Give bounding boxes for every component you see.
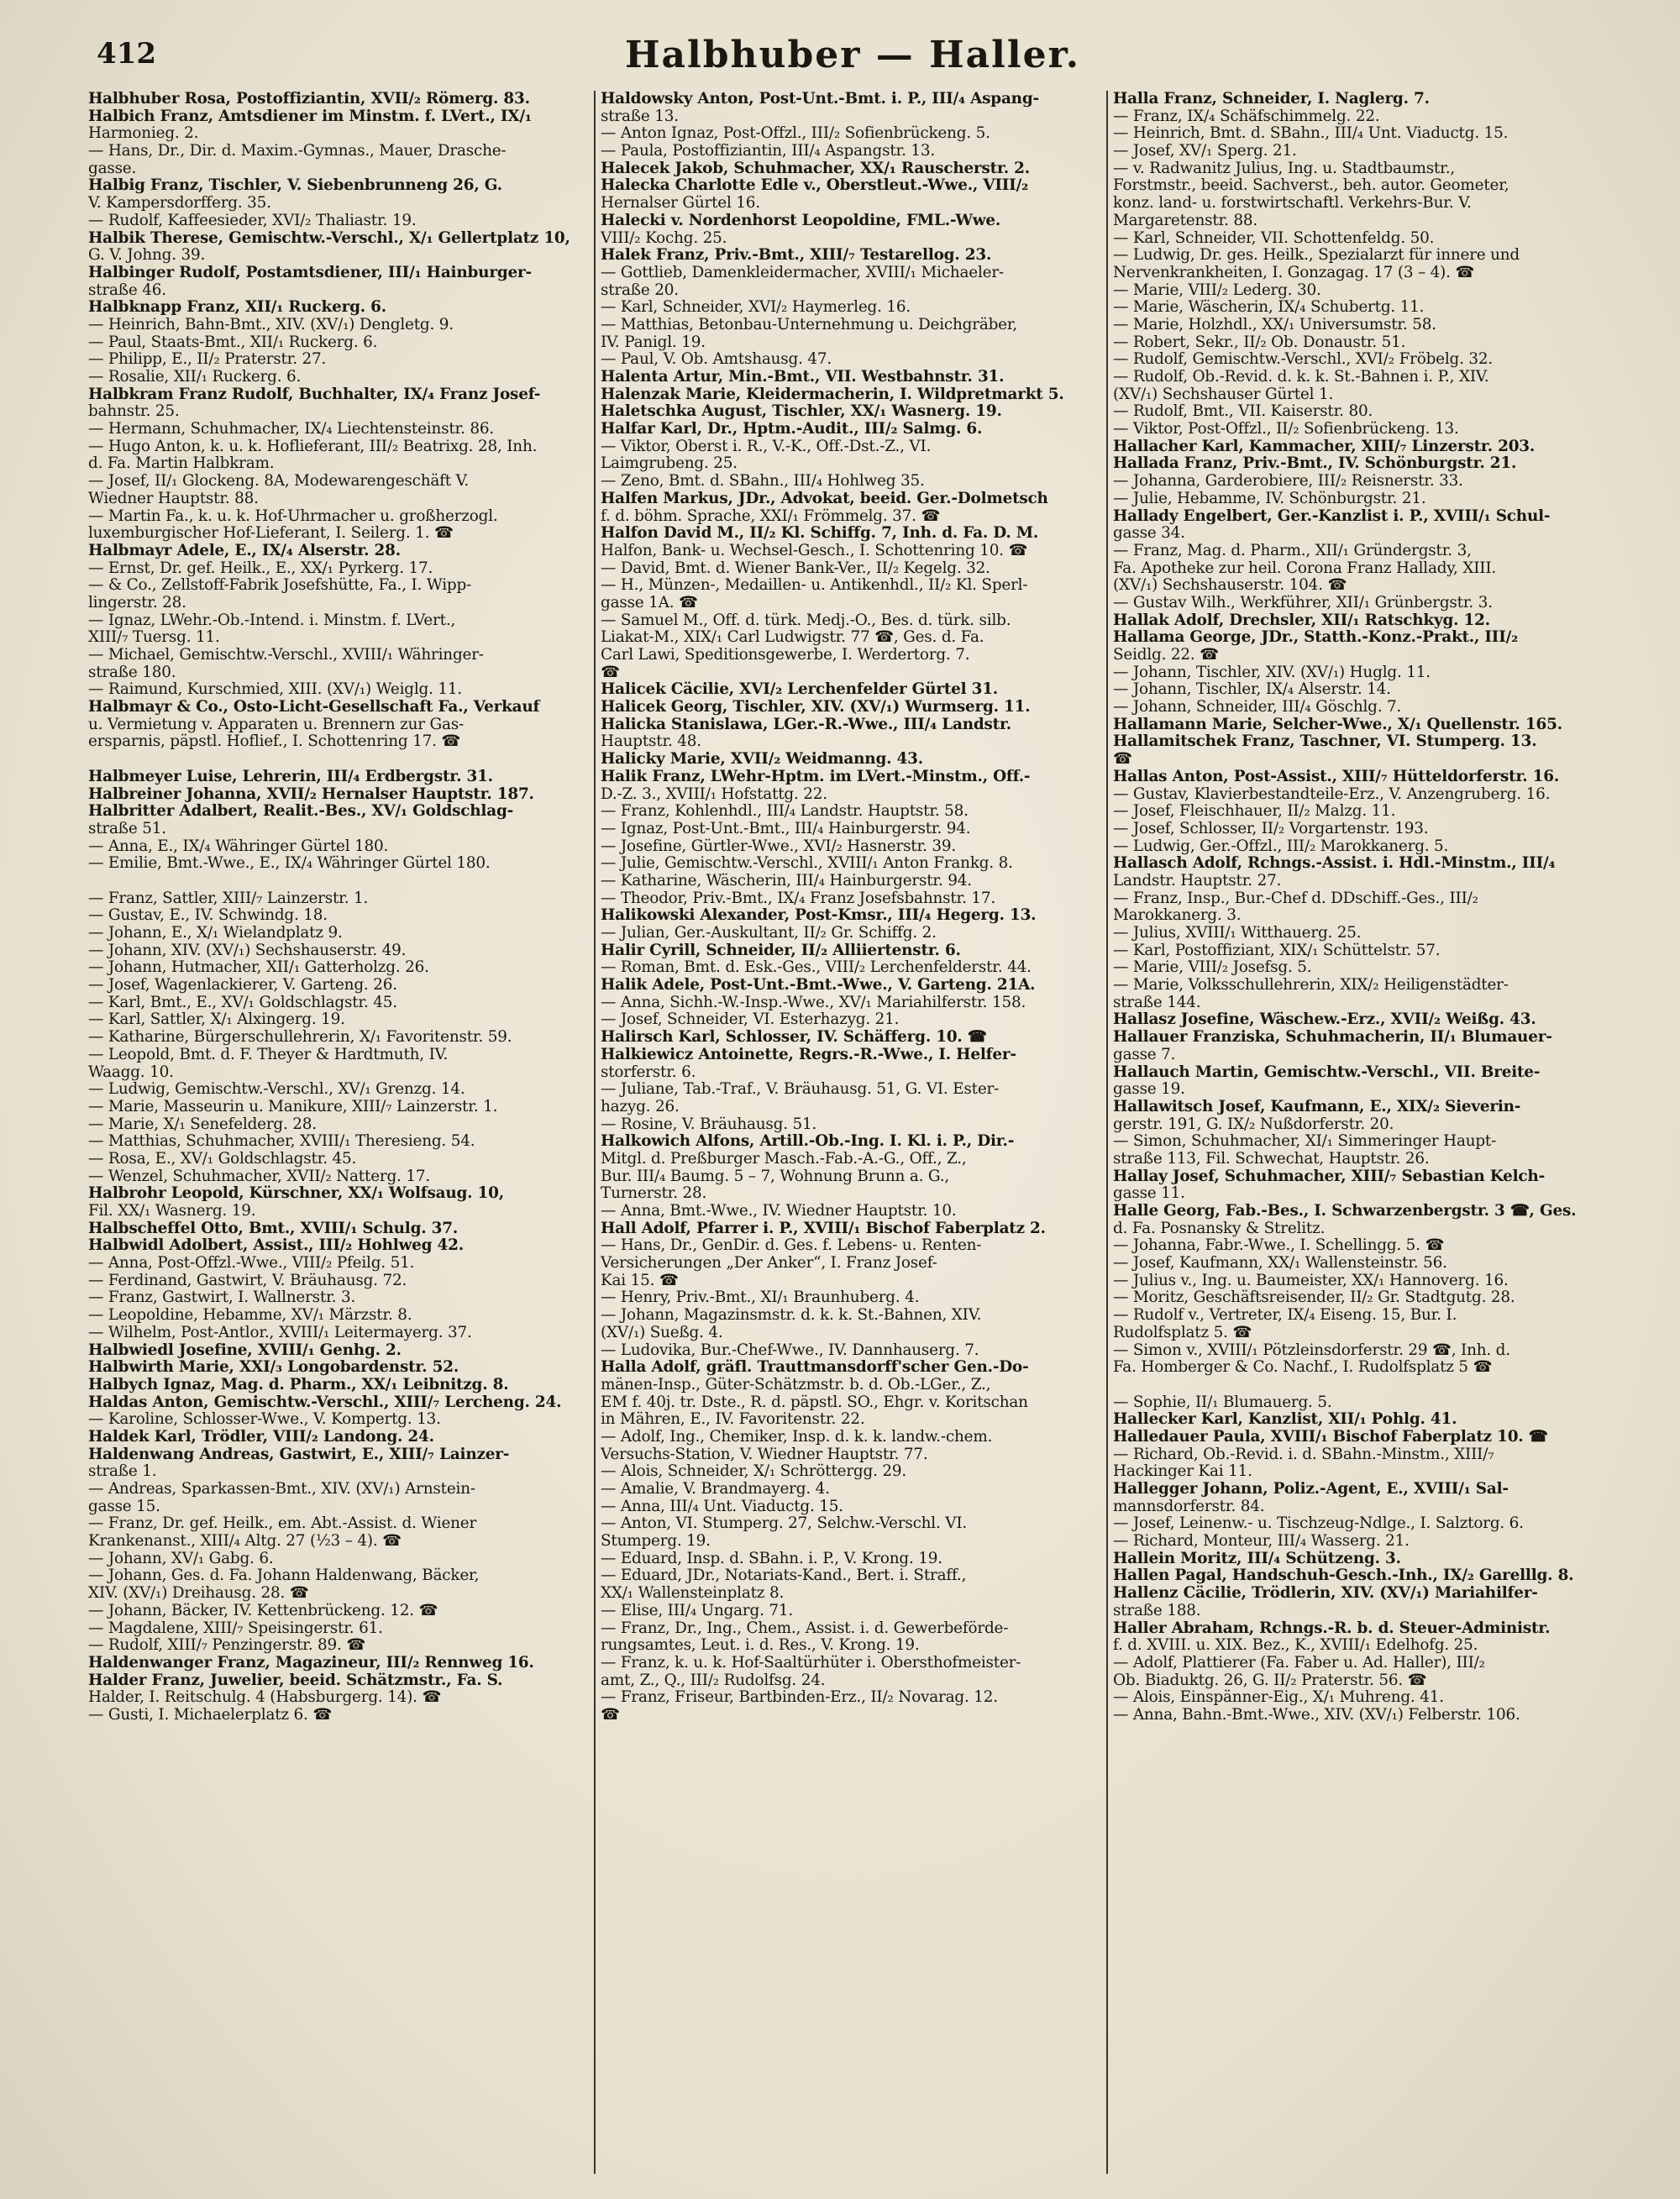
directory-entry-line: — Simon, Schuhmacher, XI/₁ Simmeringer Haupt- — [1113, 1133, 1497, 1151]
directory-entry-heading: Halledauer Paula, XVIII/₁ Bischof Faberplatz 10. ☎ — [1113, 1428, 1548, 1446]
directory-entry-line — [1113, 1377, 1617, 1394]
directory-entry-line: Turnerstr. 28. — [601, 1185, 707, 1203]
directory-entry-line: — Richard, Monteur, III/₄ Wasserg. 21. — [1113, 1533, 1410, 1551]
directory-entry-line: — Hugo Anton, k. u. k. Hoflieferant, III/₂ Beatrixg. 28, Inh. — [88, 438, 538, 455]
directory-entry-line: Landstr. Hauptstr. 27. — [1113, 872, 1282, 890]
directory-entry-line: — Julius, XVIII/₁ Witthauerg. 25. — [1113, 925, 1362, 942]
directory-entry-line: — Karl, Postoffiziant, XIX/₁ Schüttelstr. 57. — [1113, 942, 1441, 959]
directory-entry-line: — Julie, Hebamme, IV. Schönburgstr. 21. — [1113, 490, 1426, 507]
directory-entry-line: — Marie, VIII/₂ Lederg. 30. — [1113, 281, 1321, 299]
directory-entry-line: Rudolfsplatz 5. ☎ — [1113, 1324, 1252, 1341]
directory-entry-line: Ob. Biaduktg. 26, G. II/₂ Praterstr. 56. ☎ — [1113, 1672, 1427, 1689]
directory-entry-line: bahnstr. 25. — [88, 403, 180, 421]
directory-entry-line: — Paula, Postoffiziantin, III/₄ Aspangstr. 13. — [601, 143, 936, 160]
directory-entry-heading: Halbmayr & Co., Osto-Licht-Gesellschaft Fa., Verkauf — [88, 699, 540, 716]
directory-entry-line: straße 51. — [88, 820, 166, 837]
directory-entry-heading: Halek Franz, Priv.-Bmt., XIII/₇ Testarellog. 23. — [601, 247, 992, 265]
directory-entry-line: Krankenanst., XIII/₄ Altg. 27 (½3 – 4). ☎ — [88, 1533, 402, 1551]
directory-entry-line: amt, Z., Q., III/₂ Rudolfsg. 24. — [601, 1672, 826, 1689]
directory-entry-line: — Katharine, Bürgerschullehrerin, X/₁ Favoritenstr. 59. — [88, 1029, 512, 1047]
directory-entry-heading: Halir Cyrill, Schneider, II/₂ Alliiertenstr. 6. — [601, 942, 961, 959]
directory-entry-line: — Johanna, Fabr.-Wwe., I. Schellingg. 5. ☎ — [1113, 1237, 1445, 1255]
directory-entry-line: — Hermann, Schuhmacher, IX/₄ Liechtensteinstr. 86. — [88, 421, 495, 438]
directory-entry-heading: Hallauch Martin, Gemischtw.-Verschl., VII. Breite- — [1113, 1063, 1541, 1081]
directory-entry-line: — Philipp, E., II/₂ Praterstr. 27. — [88, 351, 327, 369]
directory-entry-line: Harmonieg. 2. — [88, 125, 199, 143]
directory-entry-line: — Josef, Schlosser, II/₂ Vorgartenstr. 193. — [1113, 820, 1429, 837]
column-divider — [1106, 91, 1108, 2174]
directory-entry-heading: Halbritter Adalbert, Realit.-Bes., XV/₁ Goldschlag- — [88, 803, 514, 821]
directory-entry-heading: Halikowski Alexander, Post-Kmsr., III/₄ Hegerg. 13. — [601, 907, 1037, 925]
directory-entry-line: — Eduard, JDr., Notariats-Kand., Bert. i. Straff., — [601, 1567, 967, 1585]
directory-entry-line: — Heinrich, Bahn-Bmt., XIV. (XV/₁) Dengletg. 9. — [88, 316, 454, 333]
directory-entry-line: — Gottlieb, Damenkleidermacher, XVIII/₁ Michaeler- — [601, 264, 1004, 281]
directory-entry-line: Hernalser Gürtel 16. — [601, 195, 760, 213]
directory-entry-heading: Hallada Franz, Priv.-Bmt., IV. Schönburgstr. 21. — [1113, 455, 1517, 473]
directory-entry-heading: Halbmayr Adele, E., IX/₄ Alserstr. 28. — [88, 542, 401, 559]
directory-entry-line: hazyg. 26. — [601, 1098, 680, 1115]
directory-entry-line: — Marie, VIII/₂ Josefsg. 5. — [1113, 959, 1312, 977]
directory-entry-line: IV. Panigl. 19. — [601, 333, 706, 351]
directory-entry-line: — Anna, E., IX/₄ Währinger Gürtel 180. — [88, 837, 389, 855]
directory-entry-heading: Hallak Adolf, Drechsler, XII/₁ Ratschkyg. 12. — [1113, 611, 1490, 629]
directory-entry-line: — Martin Fa., k. u. k. Hof-Uhrmacher u. großherzogl. — [88, 507, 498, 525]
directory-entry-line: — Anton Ignaz, Post-Offzl., III/₂ Sofienbrückeng. 5. — [601, 125, 990, 143]
directory-entry-line: — Wilhelm, Post-Antlor., XVIII/₁ Leitermayerg. 37. — [88, 1324, 472, 1341]
directory-entry-line: — Karl, Schneider, XVI/₂ Haymerleg. 16. — [601, 299, 911, 317]
directory-entry-heading: Halkowich Alfons, Artill.-Ob.-Ing. I. Kl. i. P., Dir.- — [601, 1133, 1015, 1151]
directory-entry-line: — Wenzel, Schuhmacher, XVII/₂ Natterg. 17. — [88, 1168, 430, 1185]
directory-entry-line: Kai 15. ☎ — [601, 1272, 679, 1289]
directory-entry-line: — H., Münzen-, Medaillen- u. Antikenhdl., II/₂ Kl. Sperl- — [601, 577, 1028, 595]
directory-entry-line: lingerstr. 28. — [88, 594, 186, 611]
directory-entry-heading: Halbig Franz, Tischler, V. Siebenbrunneng 26, G. — [88, 177, 502, 195]
directory-entry-line: (XV/₁) Sechshauserstr. 104. ☎ — [1113, 577, 1347, 595]
directory-entry-heading: Halecka Charlotte Edle v., Oberstleut.-Wwe., VIII/₂ — [601, 177, 1028, 195]
directory-entry-line: XIV. (XV/₁) Dreihausg. 28. ☎ — [88, 1585, 309, 1603]
directory-entry-line: — Johanna, Garderobiere, III/₂ Reisnerstr. 33. — [1113, 473, 1463, 491]
directory-entry-line: Margaretenstr. 88. — [1113, 212, 1258, 229]
directory-entry-line: — Leopold, Bmt. d. F. Theyer & Hardtmuth, IV. — [88, 1046, 449, 1063]
directory-entry-heading: Hallas Anton, Post-Assist., XIII/₇ Hütteldorferstr. 16. — [1113, 768, 1560, 785]
directory-entry-line: konz. land- u. forstwirtschaftl. Verkehrs-Bur. V. — [1113, 195, 1472, 213]
directory-entry-line: — Ludwig, Dr. ges. Heilk., Spezialarzt für innere und — [1113, 247, 1520, 265]
directory-entry-line: — Marie, Masseurin u. Manikure, XIII/₇ Lainzerstr. 1. — [88, 1098, 498, 1115]
directory-entry-line: — Adolf, Ing., Chemiker, Insp. d. k. k. landw.-chem. — [601, 1428, 993, 1446]
directory-entry-line: gasse 19. — [1113, 1081, 1185, 1099]
directory-entry-heading: Haldenwang Andreas, Gastwirt, E., XIII/₇ Lainzer- — [88, 1446, 510, 1463]
directory-entry-line: — Karl, Sattler, X/₁ Alxingerg. 19. — [88, 1011, 345, 1029]
directory-entry-line: d. Fa. Martin Halbkram. — [88, 455, 275, 473]
directory-entry-line: f. d. böhm. Sprache, XXI/₁ Frömmelg. 37. ☎ — [601, 507, 941, 525]
directory-entry-heading: Haletschka August, Tischler, XX/₁ Wasnerg. 19. — [601, 403, 1002, 421]
directory-entry-line: — Henry, Priv.-Bmt., XI/₁ Braunhuberg. 4. — [601, 1289, 920, 1307]
directory-entry-line: Hackinger Kai 11. — [1113, 1463, 1252, 1481]
directory-entry-line: Seidlg. 22. ☎ — [1113, 647, 1219, 664]
directory-entry-heading: Halla Franz, Schneider, I. Naglerg. 7. — [1113, 91, 1430, 108]
directory-entry-line: VIII/₂ Kochg. 25. — [601, 229, 727, 247]
directory-entry-line: — Richard, Ob.-Revid. i. d. SBahn.-Minstm., XIII/₇ — [1113, 1446, 1494, 1463]
directory-entry-line: Stumperg. 19. — [601, 1533, 711, 1551]
directory-column-2 — [601, 91, 1105, 2174]
directory-entry-line: — Marie, X/₁ Senefelderg. 28. — [88, 1115, 317, 1133]
page-header — [76, 34, 1630, 84]
directory-entry-line: — Johann, Schneider, III/₄ Göschlg. 7. — [1113, 699, 1402, 716]
directory-entry-line: — Rudolf, Kaffeesieder, XVI/₂ Thaliastr. 19. — [88, 212, 417, 229]
directory-entry-heading: Hallawitsch Josef, Kaufmann, E., XIX/₂ Sieverin- — [1113, 1098, 1521, 1115]
directory-entry-heading: Haller Abraham, Rchngs.-R. b. d. Steuer-Administr. — [1113, 1619, 1551, 1637]
directory-entry-heading: Halbknapp Franz, XII/₁ Ruckerg. 6. — [88, 299, 386, 317]
directory-entry-line: — Rudolf v., Vertreter, IX/₄ Eiseng. 15, Bur. I. — [1113, 1307, 1457, 1325]
directory-entry-line: gerstr. 191, G. IX/₂ Nußdorferstr. 20. — [1113, 1115, 1394, 1133]
directory-entry-line: Laimgrubeng. 25. — [601, 455, 738, 473]
directory-entry-line: f. d. XVIII. u. XIX. Bez., K., XVIII/₁ Edelhofg. 25. — [1113, 1637, 1478, 1655]
directory-entry-heading: Halik Adele, Post-Unt.-Bmt.-Wwe., V. Garteng. 21A. — [601, 977, 1036, 995]
directory-entry-line: — Matthias, Betonbau-Unternehmung u. Deichgräber, — [601, 316, 1018, 333]
directory-entry-line: — Johann, Tischler, XIV. (XV/₁) Huglg. 11. — [1113, 664, 1431, 681]
directory-entry-line: D.-Z. 3., XVIII/₁ Hofstattg. 22. — [601, 785, 827, 803]
directory-column-3 — [1113, 91, 1617, 2174]
directory-entry-line: — Moritz, Geschäftsreisender, II/₂ Gr. Stadtgutg. 28. — [1113, 1289, 1515, 1307]
directory-entry-line: Wiedner Hauptstr. 88. — [88, 490, 259, 507]
directory-entry-line: — Julie, Gemischtw.-Verschl., XVIII/₁ Anton Frankg. 8. — [601, 855, 1013, 873]
directory-entry-heading: Hallay Josef, Schuhmacher, XIII/₇ Sebastian Kelch- — [1113, 1168, 1545, 1185]
directory-entry-line: — Johann, Ges. d. Fa. Johann Haldenwang, Bäcker, — [88, 1567, 480, 1585]
directory-entry-line: ☎ — [601, 664, 620, 681]
directory-entry-heading: Halbwidl Adolbert, Assist., III/₂ Hohlweg 42. — [88, 1237, 464, 1255]
directory-entry-line: gasse 11. — [1113, 1185, 1185, 1203]
directory-entry-line: — Josefine, Gürtler-Wwe., XVI/₂ Hasnerstr. 39. — [601, 837, 957, 855]
directory-entry-line: — Franz, k. u. k. Hof-Saaltürhüter i. Obersthofmeister- — [601, 1654, 1021, 1672]
directory-entry-heading: Halicek Georg, Tischler, XIV. (XV/₁) Wurmserg. 11. — [601, 699, 1031, 716]
directory-entry-line: — Eduard, Insp. d. SBahn. i. P., V. Krong. 19. — [601, 1550, 942, 1567]
directory-entry-line: Fa. Homberger & Co. Nachf., I. Rudolfsplatz 5 ☎ — [1113, 1359, 1493, 1377]
directory-entry-line: gasse 7. — [1113, 1046, 1176, 1063]
directory-entry-line: — Gusti, I. Michaelerplatz 6. ☎ — [88, 1706, 333, 1724]
directory-entry-heading: Halla Adolf, gräfl. Trauttmansdorff'scher Gen.-Do- — [601, 1359, 1029, 1377]
directory-entry-line: — Franz, Insp., Bur.-Chef d. DDschiff.-Ges., III/₂ — [1113, 890, 1478, 907]
directory-entry-line: — Franz, Sattler, XIII/₇ Lainzerstr. 1. — [88, 890, 369, 907]
directory-entry-heading: Halbwiedl Josefine, XVIII/₁ Genhg. 2. — [88, 1341, 402, 1359]
directory-entry-heading: Hallauer Franziska, Schuhmacherin, II/₁ Blumauer- — [1113, 1029, 1552, 1047]
directory-entry-line: mänen-Insp., Güter-Schätzmstr. b. d. Ob.-LGer., Z., — [601, 1376, 991, 1393]
directory-entry-heading: Halecki v. Nordenhorst Leopoldine, FML.-Wwe. — [601, 212, 1001, 229]
directory-entry-line: — Heinrich, Bmt. d. SBahn., III/₄ Unt. Viaductg. 15. — [1113, 125, 1509, 143]
directory-entry-heading: Haldowsky Anton, Post-Unt.-Bmt. i. P., III/₄ Aspang- — [601, 91, 1039, 108]
directory-entry-heading: Halbwirth Marie, XXI/₃ Longobardenstr. 52. — [88, 1359, 459, 1377]
directory-entry-line: — Elise, III/₄ Ungarg. 71. — [601, 1602, 794, 1619]
directory-entry-line: — Marie, Holzhdl., XX/₁ Universumstr. 58. — [1113, 316, 1436, 333]
column-divider — [594, 91, 596, 2174]
directory-entry-line: — Josef, Schneider, VI. Esterhazyg. 21. — [601, 1011, 900, 1029]
directory-entry-line: — Ignaz, Post-Unt.-Bmt., III/₄ Hainburgerstr. 94. — [601, 820, 971, 837]
running-title: Halbhuber — Haller. — [624, 34, 1081, 76]
directory-entry-heading: Halbscheffel Otto, Bmt., XVIII/₁ Schulg. 37. — [88, 1220, 459, 1237]
directory-entry-line: — Alois, Einspänner-Eig., X/₁ Muhreng. 41. — [1113, 1689, 1444, 1707]
directory-entry-line: — Julius v., Ing. u. Baumeister, XX/₁ Hannoverg. 16. — [1113, 1272, 1509, 1289]
directory-entry-line: Carl Lawi, Speditionsgewerbe, I. Werdertorg. 7. — [601, 647, 970, 664]
directory-entry-line: — Anna, III/₄ Unt. Viaductg. 15. — [601, 1498, 843, 1515]
directory-entry-line: — Josef, Fleischhauer, II/₂ Malzg. 11. — [1113, 803, 1396, 821]
directory-entry-line: straße 188. — [1113, 1602, 1201, 1619]
directory-entry-heading: Halenta Artur, Min.-Bmt., VII. Westbahnstr. 31. — [601, 369, 1005, 386]
directory-entry-line: — Rudolf, Ob.-Revid. d. k. k. St.-Bahnen i. P., XIV. — [1113, 369, 1489, 386]
directory-entry-line: — Anna, Bahn.-Bmt.-Wwe., XIV. (XV/₁) Felberstr. 106. — [1113, 1706, 1520, 1724]
directory-entry-heading: Haldenwanger Franz, Magazineur, III/₂ Rennweg 16. — [88, 1654, 534, 1672]
directory-entry-line: — Rosine, V. Bräuhausg. 51. — [601, 1115, 817, 1133]
directory-entry-heading: Halkiewicz Antoinette, Regrs.-R.-Wwe., I. Helfer- — [601, 1046, 1016, 1063]
directory-entry-line: u. Vermietung v. Apparaten u. Brennern zur Gas- — [88, 716, 464, 733]
directory-entry-line: V. Kampersdorfferg. 35. — [88, 195, 271, 213]
directory-entry-line: — Robert, Sekr., II/₂ Ob. Donaustr. 51. — [1113, 333, 1406, 351]
directory-entry-line: Liakat-M., XIX/₁ Carl Ludwigstr. 77 ☎, Ges. d. Fa. — [601, 629, 984, 647]
directory-entry-heading: Halenzak Marie, Kleidermacherin, I. Wildpretmarkt 5. — [601, 386, 1064, 403]
directory-entry-line: — Ernst, Dr. gef. Heilk., E., XX/₁ Pyrkerg. 17. — [88, 559, 433, 577]
directory-entry-line: — Franz, IX/₄ Schäfschimmelg. 22. — [1113, 108, 1380, 125]
directory-entry-line: — Ferdinand, Gastwirt, V. Bräuhausg. 72. — [88, 1272, 407, 1289]
directory-entry-heading: Halbkram Franz Rudolf, Buchhalter, IX/₄ Franz Josef- — [88, 386, 541, 403]
directory-entry-line: — Paul, V. Ob. Amtshausg. 47. — [601, 351, 832, 369]
directory-entry-line: — Viktor, Post-Offzl., II/₂ Sofienbrückeng. 13. — [1113, 421, 1459, 438]
directory-entry-heading: Halbik Therese, Gemischtw.-Verschl., X/₁ Gellertplatz 10, — [88, 229, 570, 247]
directory-entry-line: — Josef, Kaufmann, XX/₁ Wallensteinstr. 56. — [1113, 1255, 1447, 1273]
directory-entry-line: — & Co., Zellstoff-Fabrik Josefshütte, Fa., I. Wipp- — [88, 577, 472, 595]
directory-entry-heading: Halbhuber Rosa, Postoffiziantin, XVII/₂ Römerg. 83. — [88, 91, 530, 108]
directory-entry-heading: Halicky Marie, XVII/₂ Weidmanng. 43. — [601, 751, 923, 769]
directory-entry-line: ☎ — [601, 1706, 620, 1724]
directory-entry-line: straße 13. — [601, 108, 679, 125]
directory-entry-line: Fa. Apotheke zur heil. Corona Franz Hallady, XIII. — [1113, 559, 1497, 577]
directory-entry-line: — Ludwig, Ger.-Offzl., III/₂ Marokkanerg. 5. — [1113, 837, 1449, 855]
directory-entry-line: — Katharine, Wäscherin, III/₄ Hainburgerstr. 94. — [601, 872, 972, 890]
directory-entry-line: storferstr. 6. — [601, 1063, 696, 1081]
directory-entry-line: d. Fa. Posnansky & Strelitz. — [1113, 1220, 1326, 1237]
directory-entry-line — [88, 873, 592, 890]
directory-entry-line: — Ignaz, LWehr.-Ob.-Intend. i. Minstm. f. LVert., — [88, 611, 456, 629]
directory-entry-heading: Hallamann Marie, Selcher-Wwe., X/₁ Quellenstr. 165. — [1113, 716, 1562, 733]
directory-entry-line: — Samuel M., Off. d. türk. Medj.-O., Bes. d. türk. silb. — [601, 611, 1011, 629]
directory-entry-line: — Simon v., XVIII/₁ Pötzleinsdorferstr. 29 ☎, Inh. d. — [1113, 1341, 1510, 1359]
directory-entry-line: Halfon, Bank- u. Wechsel-Gesch., I. Schottenring 10. ☎ — [601, 542, 1028, 559]
directory-entry-line: — Johann, XIV. (XV/₁) Sechshauserstr. 49. — [88, 942, 407, 959]
directory-entry-line: ☎ — [1113, 751, 1132, 769]
directory-entry-line: — Paul, Staats-Bmt., XII/₁ Ruckerg. 6. — [88, 333, 378, 351]
directory-entry-line: — Hans, Dr., Dir. d. Maxim.-Gymnas., Mauer, Drasche- — [88, 143, 507, 160]
directory-entry-line: (XV/₁) Sechshauser Gürtel 1. — [1113, 386, 1334, 403]
directory-entry-line: mannsdorferstr. 84. — [1113, 1498, 1265, 1515]
directory-column-1 — [88, 91, 592, 2174]
directory-entry-heading: Hall Adolf, Pfarrer i. P., XVIII/₁ Bischof Faberplatz 2. — [601, 1220, 1046, 1237]
directory-entry-line: — Johann, Tischler, IX/₄ Alserstr. 14. — [1113, 681, 1391, 699]
directory-entry-line: straße 1. — [88, 1463, 157, 1481]
directory-entry-line: straße 46. — [88, 281, 166, 299]
directory-entry-line: — Johann, Bäcker, IV. Kettenbrückeng. 12. ☎ — [88, 1602, 438, 1619]
directory-entry-heading: Haldek Karl, Trödler, VIII/₂ Landong. 24. — [88, 1428, 434, 1446]
directory-entry-line: — Rosalie, XII/₁ Ruckerg. 6. — [88, 369, 302, 386]
directory-entry-line: — Matthias, Schuhmacher, XVIII/₁ Theresieng. 54. — [88, 1133, 475, 1151]
directory-entry-heading: Halbych Ignaz, Mag. d. Pharm., XX/₁ Leibnitzg. 8. — [88, 1376, 509, 1393]
directory-entry-heading: Halirsch Karl, Schlosser, IV. Schäfferg. 10. ☎ — [601, 1029, 987, 1047]
directory-entry-heading: Hallady Engelbert, Ger.-Kanzlist i. P., XVIII/₁ Schul- — [1113, 507, 1551, 525]
directory-entry-heading: Halbich Franz, Amtsdiener im Minstm. f. LVert., IX/₁ — [88, 108, 532, 125]
directory-entry-line: — Marie, Wäscherin, IX/₄ Schubertg. 11. — [1113, 299, 1425, 317]
directory-entry-heading: Hallenz Cäcilie, Trödlerin, XIV. (XV/₁) Mariahilfer- — [1113, 1585, 1538, 1603]
directory-entry-line: Nervenkrankheiten, I. Gonzagag. 17 (3 – 4). ☎ — [1113, 264, 1475, 281]
directory-entry-line: — Karoline, Schlosser-Wwe., V. Kompertg. 13. — [88, 1411, 441, 1429]
directory-entry-line: — Johann, Hutmacher, XII/₁ Gatterholzg. 26. — [88, 959, 429, 977]
directory-entry-line: — David, Bmt. d. Wiener Bank-Ver., II/₂ Kegelg. 32. — [601, 559, 990, 577]
directory-entry-line: — Josef, II/₁ Glockeng. 8A, Modewarengeschäft V. — [88, 473, 470, 491]
directory-entry-heading: Halbreiner Johanna, XVII/₂ Hernalser Hauptstr. 187. — [88, 785, 534, 803]
directory-entry-line: — Franz, Dr., Ing., Chem., Assist. i. d. Gewerbeförde- — [601, 1619, 1009, 1637]
directory-entry-line: — Anna, Post-Offzl.-Wwe., VIII/₂ Pfeilg. 51. — [88, 1255, 415, 1273]
directory-entry-line: gasse 34. — [1113, 525, 1185, 543]
directory-entry-line: — Hans, Dr., GenDir. d. Ges. f. Lebens- u. Renten- — [601, 1237, 982, 1255]
directory-entry-line: — Raimund, Kurschmied, XIII. (XV/₁) Weiglg. 11. — [88, 681, 463, 699]
directory-entry-heading: Hallasch Adolf, Rchngs.-Assist. i. Hdl.-Minstm., III/₄ — [1113, 855, 1556, 873]
directory-entry-line: Hauptstr. 48. — [601, 733, 701, 751]
directory-entry-heading: Halik Franz, LWehr-Hptm. im LVert.-Minstm., Off.- — [601, 768, 1031, 785]
directory-entry-line: — Anna, Bmt.-Wwe., IV. Wiedner Hauptstr. 10. — [601, 1203, 957, 1220]
directory-entry-line: — Marie, Volksschullehrerin, XIX/₂ Heiligenstädter- — [1113, 977, 1509, 995]
directory-entry-line: — Alois, Schneider, X/₁ Schröttergg. 29. — [601, 1463, 907, 1481]
directory-entry-line: — Emilie, Bmt.-Wwe., E., IX/₄ Währinger Gürtel 180. — [88, 855, 491, 873]
directory-entry-heading: Halbmeyer Luise, Lehrerin, III/₄ Erdbergstr. 31. — [88, 768, 493, 785]
directory-entry-line: — Johann, E., X/₁ Wielandplatz 9. — [88, 925, 343, 942]
directory-entry-line: Bur. III/₄ Baumg. 5 – 7, Wohnung Brunn a. G., — [601, 1168, 950, 1185]
directory-entry-line: rungsamtes, Leut. i. d. Res., V. Krong. 19. — [601, 1637, 920, 1655]
directory-entry-line: — Rudolf, Gemischtw.-Verschl., XVI/₂ Fröbelg. 32. — [1113, 351, 1494, 369]
directory-entry-line: XIII/₇ Tuersg. 11. — [88, 629, 220, 647]
directory-entry-heading: Halbrohr Leopold, Kürschner, XX/₁ Wolfsaug. 10, — [88, 1185, 504, 1203]
directory-entry-line: in Mähren, E., IV. Favoritenstr. 22. — [601, 1411, 865, 1429]
directory-entry-line: EM f. 40j. tr. Dste., R. d. päpstl. SO., Ehgr. v. Koritschan — [601, 1393, 1028, 1411]
directory-entry-line: — Andreas, Sparkassen-Bmt., XIV. (XV/₁) Arnstein- — [88, 1481, 475, 1498]
directory-entry-line: straße 144. — [1113, 994, 1201, 1011]
directory-entry-line: — Amalie, V. Brandmayerg. 4. — [601, 1481, 830, 1498]
directory-entry-heading: Hallama George, JDr., Statth.-Konz.-Prakt., III/₂ — [1113, 629, 1518, 647]
directory-entry-line: — v. Radwanitz Julius, Ing. u. Stadtbaumstr., — [1113, 160, 1455, 177]
directory-entry-line: — Theodor, Priv.-Bmt., IX/₄ Franz Josefsbahnstr. 17. — [601, 890, 996, 907]
directory-entry-line: — Anton, VI. Stumperg. 27, Selchw.-Verschl. VI. — [601, 1515, 968, 1533]
directory-entry-line: straße 180. — [88, 664, 176, 681]
directory-entry-heading: Halle Georg, Fab.-Bes., I. Schwarzenbergstr. 3 ☎, Ges. — [1113, 1203, 1577, 1220]
directory-entry-line: gasse. — [88, 160, 137, 177]
directory-entry-line: — Josef, XV/₁ Sperg. 21. — [1113, 143, 1297, 160]
directory-entry-line: ersparnis, päpstl. Hoflief., I. Schottenring 17. ☎ — [88, 733, 461, 751]
directory-entry-line — [88, 751, 592, 769]
directory-entry-heading: Halder Franz, Juwelier, beeid. Schätzmstr., Fa. S. — [88, 1672, 503, 1689]
directory-entry-line: — Sophie, II/₁ Blumauerg. 5. — [1113, 1393, 1332, 1411]
directory-entry-line: — Roman, Bmt. d. Esk.-Ges., VIII/₂ Lerchenfelderstr. 44. — [601, 959, 1032, 977]
directory-entry-line: — Juliane, Tab.-Traf., V. Bräuhausg. 51, G. VI. Ester- — [601, 1081, 1000, 1099]
directory-entry-line: — Franz, Dr. gef. Heilk., em. Abt.-Assist. d. Wiener — [88, 1515, 477, 1533]
directory-entry-line: — Rudolf, Bmt., VII. Kaiserstr. 80. — [1113, 403, 1373, 421]
directory-entry-heading: Haldas Anton, Gemischtw.-Verschl., XIII/₇ Lercheng. 24. — [88, 1393, 562, 1411]
directory-entry-heading: Hallegger Johann, Poliz.-Agent, E., XVIII/₁ Sal- — [1113, 1481, 1509, 1498]
directory-entry-line: — Ludwig, Gemischtw.-Verschl., XV/₁ Grenzg. 14. — [88, 1081, 465, 1099]
directory-entry-line: — Franz, Mag. d. Pharm., XII/₁ Gründergstr. 3, — [1113, 542, 1472, 559]
directory-entry-line: — Josef, Wagenlackierer, V. Garteng. 26. — [88, 977, 397, 995]
directory-entry-line: — Leopoldine, Hebamme, XV/₁ Märzstr. 8. — [88, 1307, 412, 1325]
directory-entry-line: Fil. XX/₁ Wasnerg. 19. — [88, 1203, 256, 1220]
directory-entry-heading: Hallecker Karl, Kanzlist, XII/₁ Pohlg. 41. — [1113, 1411, 1457, 1429]
directory-entry-line: — Viktor, Oberst i. R., V.-K., Off.-Dst.-Z., VI. — [601, 438, 932, 455]
directory-entry-line: — Adolf, Plattierer (Fa. Faber u. Ad. Haller), III/₂ — [1113, 1654, 1485, 1672]
directory-entry-line: straße 20. — [601, 281, 679, 299]
directory-entry-line: — Franz, Gastwirt, I. Wallnerstr. 3. — [88, 1289, 356, 1307]
directory-entry-line: — Julian, Ger.-Auskultant, II/₂ Gr. Schiffg. 2. — [601, 925, 937, 942]
directory-entry-heading: Halfar Karl, Dr., Hptm.-Audit., III/₂ Salmg. 6. — [601, 421, 983, 438]
directory-entry-line: Versicherungen „Der Anker“, I. Franz Josef- — [601, 1255, 937, 1273]
directory-entry-line: straße 113, Fil. Schwechat, Hauptstr. 26. — [1113, 1150, 1430, 1168]
directory-entry-line: Forstmstr., beeid. Sachverst., beh. autor. Geometer, — [1113, 177, 1509, 195]
directory-entry-heading: Halfon David M., II/₂ Kl. Schiffg. 7, Inh. d. Fa. D. M. — [601, 525, 1039, 543]
directory-entry-line: — Karl, Bmt., E., XV/₁ Goldschlagstr. 45. — [88, 994, 397, 1011]
directory-entry-line: — Gustav, E., IV. Schwindg. 18. — [88, 907, 328, 925]
directory-entry-line: — Magdalene, XIII/₇ Speisingerstr. 61. — [88, 1619, 383, 1637]
directory-entry-line: luxemburgischer Hof-Lieferant, I. Seilerg. 1. ☎ — [88, 525, 454, 543]
directory-entry-line: gasse 1A. ☎ — [601, 594, 698, 611]
directory-entry-line: — Ludovika, Bur.-Chef-Wwe., IV. Dannhauserg. 7. — [601, 1341, 979, 1359]
directory-entry-line: (XV/₁) Sueßg. 4. — [601, 1324, 723, 1341]
directory-entry-line: gasse 15. — [88, 1498, 160, 1515]
directory-entry-line: — Rosa, E., XV/₁ Goldschlagstr. 45. — [88, 1150, 357, 1168]
directory-entry-heading: Hallen Pagal, Handschuh-Gesch.-Inh., IX/₂ Garelllg. 8. — [1113, 1567, 1574, 1585]
directory-entry-heading: Hallacher Karl, Kammacher, XIII/₇ Linzerstr. 203. — [1113, 438, 1536, 455]
directory-entry-line: XX/₁ Wallensteinplatz 8. — [601, 1585, 785, 1603]
directory-entry-line: — Gustav, Klavierbestandteile-Erz., V. Anzengruberg. 16. — [1113, 785, 1551, 803]
directory-entry-heading: Hallasz Josefine, Wäschew.-Erz., XVII/₂ Weißg. 43. — [1113, 1011, 1536, 1029]
directory-entry-heading: Halicek Cäcilie, XVI/₂ Lerchenfelder Gürtel 31. — [601, 681, 998, 699]
directory-entry-line: Waagg. 10. — [88, 1063, 174, 1081]
directory-entry-heading: Halecek Jakob, Schuhmacher, XX/₁ Rauscherstr. 2. — [601, 160, 1030, 177]
directory-entry-line: — Karl, Schneider, VII. Schottenfeldg. 50. — [1113, 229, 1435, 247]
directory-entry-heading: Halfen Markus, JDr., Advokat, beeid. Ger.-Dolmetsch — [601, 490, 1048, 507]
directory-entry-heading: Halbinger Rudolf, Postamtsdiener, III/₁ Hainburger- — [88, 264, 532, 281]
directory-entry-line: — Michael, Gemischtw.-Verschl., XVIII/₁ Währinger- — [88, 647, 484, 664]
directory-entry-heading: Halicka Stanislawa, LGer.-R.-Wwe., III/₄ Landstr. — [601, 716, 1011, 733]
directory-entry-line: Mitgl. d. Preßburger Masch.-Fab.-A.-G., Off., Z., — [601, 1150, 967, 1168]
directory-entry-line: — Franz, Kohlenhdl., III/₄ Landstr. Hauptstr. 58. — [601, 803, 969, 821]
directory-entry-line: — Rudolf, XIII/₇ Penzingerstr. 89. ☎ — [88, 1637, 366, 1655]
directory-entry-line: — Franz, Friseur, Bartbinden-Erz., II/₂ Novarag. 12. — [601, 1689, 998, 1707]
directory-entry-line: — Johann, Magazinsmstr. d. k. k. St.-Bahnen, XIV. — [601, 1307, 982, 1325]
directory-entry-line: Halder, I. Reitschulg. 4 (Habsburgerg. 14). ☎ — [88, 1689, 442, 1707]
page-number: 412 — [97, 37, 156, 71]
directory-entry-heading: Hallamitschek Franz, Taschner, VI. Stumperg. 13. — [1113, 733, 1537, 751]
directory-entry-line: G. V. Johng. 39. — [88, 247, 206, 265]
directory-entry-line: — Josef, Leinenw.- u. Tischzeug-Ndlge., I. Salztorg. 6. — [1113, 1515, 1524, 1533]
directory-entry-line: — Zeno, Bmt. d. SBahn., III/₄ Hohlweg 35. — [601, 473, 925, 491]
directory-entry-heading: Hallein Moritz, III/₄ Schützeng. 3. — [1113, 1550, 1401, 1567]
directory-entry-line: Marokkanerg. 3. — [1113, 907, 1242, 925]
directory-entry-line: — Gustav Wilh., Werkführer, XII/₁ Grünbergstr. 3. — [1113, 594, 1493, 611]
directory-entry-line: — Anna, Sichh.-W.-Insp.-Wwe., XV/₁ Mariahilferstr. 158. — [601, 994, 1026, 1011]
directory-entry-line: — Johann, XV/₁ Gabg. 6. — [88, 1550, 274, 1567]
directory-entry-line: Versuchs-Station, V. Wiedner Hauptstr. 77. — [601, 1446, 928, 1463]
